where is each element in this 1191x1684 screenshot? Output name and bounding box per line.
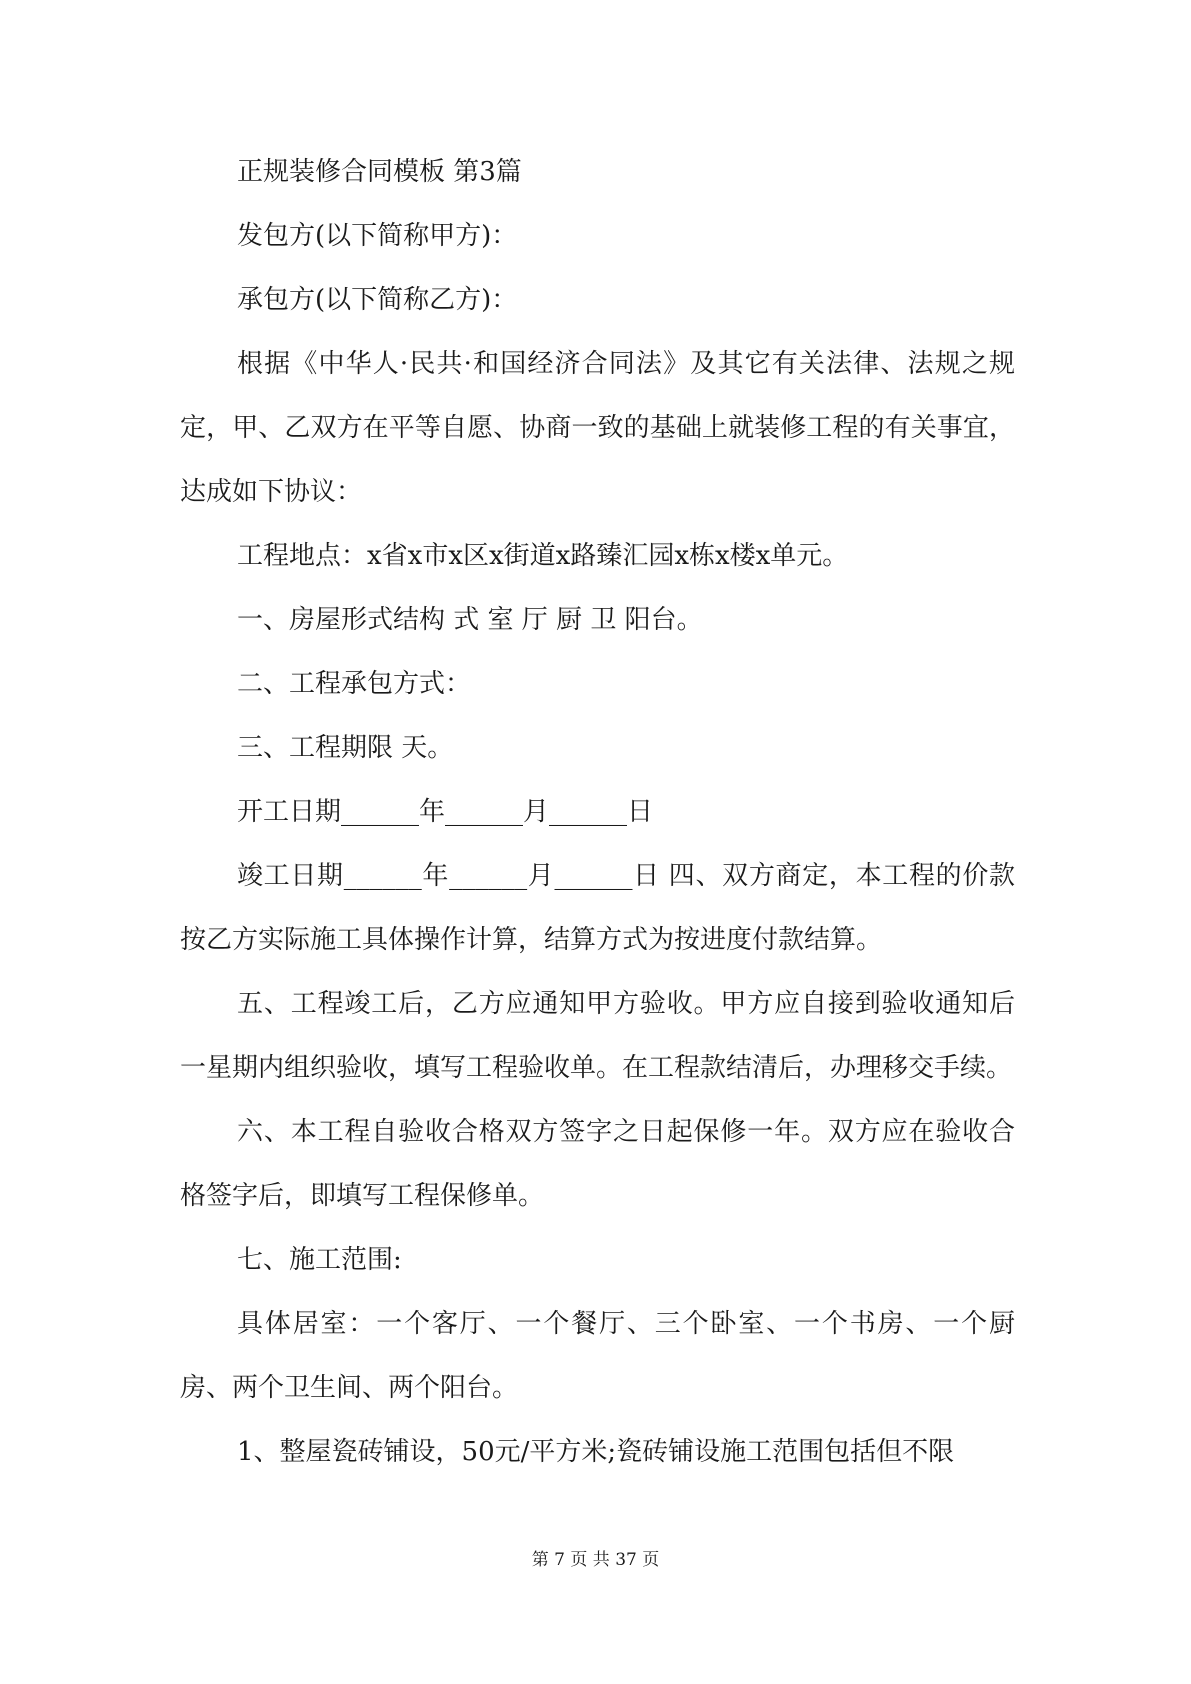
clause-3-duration: 三、工程期限 天。 [237,733,454,763]
clause-5-acceptance: 五、工程竣工后，乙方应通知甲方验收。甲方应自接到验收通知后一星期内组织验收，填写工程验收单。在工程款结清后，办理移交手续。 [180,989,1015,1083]
start-date-line: 开工日期______年______月______日 [237,797,654,827]
party-a-line: 发包方(以下简称甲方)： [237,221,518,251]
document-title: 正规装修合同模板 第3篇 [237,157,522,187]
party-b-line: 承包方(以下简称乙方)： [237,285,518,315]
project-location: 工程地点：x省x市x区x街道x路臻汇园x栋x楼x单元。 [237,541,849,571]
clause-7-scope-heading: 七、施工范围: [237,1245,402,1275]
clause-2-contract-method: 二、工程承包方式： [237,669,472,699]
rooms-list: 具体居室：一个客厅、一个餐厅、三个卧室、一个书房、一个厨房、两个卫生间、两个阳台。 [180,1309,1015,1403]
page-footer [0,1548,1191,1572]
page-number-label: 第 7 页 共 37 页 [531,1550,660,1570]
document-body [180,140,1015,1484]
preamble-paragraph: 根据《中华人·民共·和国经济合同法》及其它有关法律、法规之规定，甲、乙双方在平等自愿、协商一致的基础上就装修工程的有关事宜，达成如下协议： [180,349,1015,507]
clause-6-warranty: 六、本工程自验收合格双方签字之日起保修一年。双方应在验收合格签字后，即填写工程保修单。 [180,1117,1015,1211]
item-1-tiling: 1、整屋瓷砖铺设，50元/平方米;瓷砖铺设施工范围包括但不限 [237,1437,955,1467]
clause-1-structure: 一、房屋形式结构 式 室 厅 厨 卫 阳台。 [237,605,703,635]
completion-date-and-clause-4: 竣工日期______年______月______日 四、双方商定，本工程的价款按乙方实际施工具体操作计算，结算方式为按进度付款结算。 [180,861,1015,955]
